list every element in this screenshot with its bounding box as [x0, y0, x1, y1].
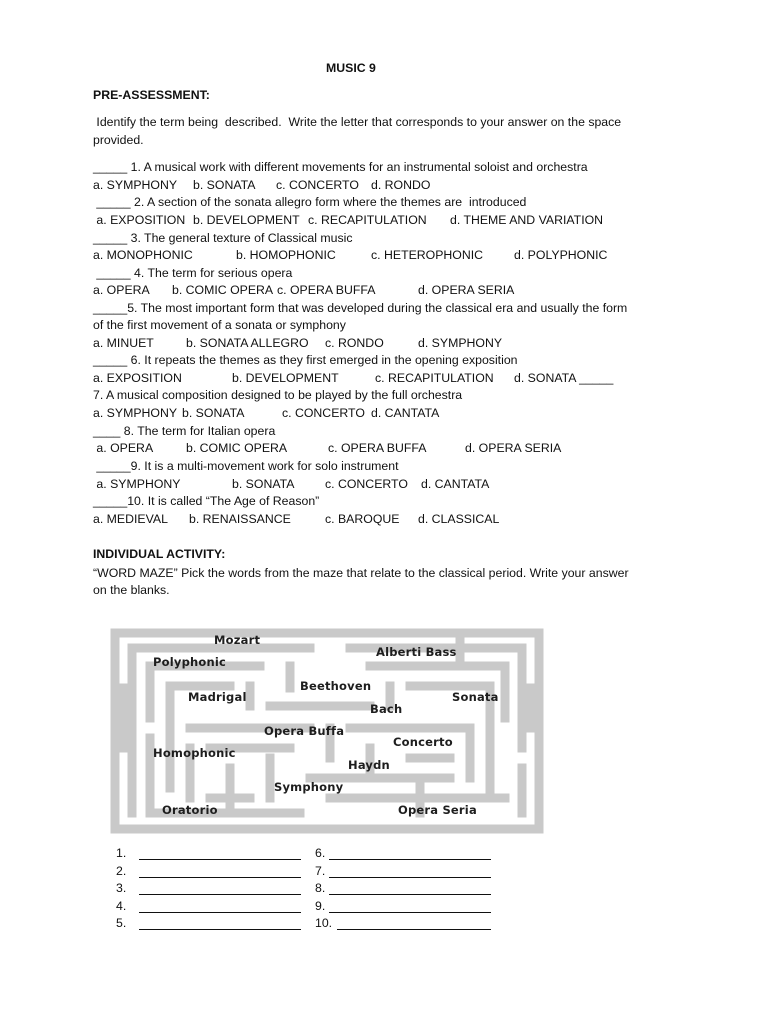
maze-word-sonata: Sonata: [452, 690, 499, 704]
q5-option-a: a. MINUET: [93, 336, 154, 350]
maze-word-concerto: Concerto: [393, 735, 453, 749]
q2-option-a: a. EXPOSITION: [93, 213, 186, 227]
q4-option-d: d. OPERA SERIA: [418, 283, 515, 297]
word-maze: [110, 628, 544, 834]
answer-blank-2[interactable]: [139, 865, 301, 878]
q7-option-a: a. SYMPHONY: [93, 406, 178, 420]
question-10: _____10. It is called “The Age of Reason”: [93, 494, 320, 508]
q4-option-a: a. OPERA: [93, 283, 150, 297]
q9-option-d: d. CANTATA: [421, 477, 490, 491]
q6-option-a: a. EXPOSITION: [93, 371, 182, 385]
q4-option-c: c. OPERA BUFFA: [277, 283, 376, 297]
q7-option-d: d. CANTATA: [371, 406, 440, 420]
q10-option-d: d. CLASSICAL: [418, 512, 500, 526]
answer-number-4: 4.: [116, 899, 127, 913]
q4-option-b: b. COMIC OPERA: [172, 283, 274, 297]
maze-word-polyphonic: Polyphonic: [153, 655, 227, 669]
pre-assessment-heading: PRE-ASSESSMENT:: [93, 88, 210, 102]
q5-option-c: c. RONDO: [325, 336, 384, 350]
q10-option-b: b. RENAISSANCE: [189, 512, 291, 526]
question-3: _____ 3. The general texture of Classical music: [93, 231, 353, 245]
q1-option-c: c. CONCERTO: [276, 178, 359, 192]
individual-activity-instruction: “WORD MAZE” Pick the words from the maze that relate to the classical period. Write your answer: [93, 566, 629, 580]
pre-assessment-instruction: Identify the term being described. Write the letter that corresponds to your answer on the space: [93, 115, 622, 129]
maze-word-bach: Bach: [370, 702, 403, 716]
q2-option-d: d. THEME AND VARIATION: [450, 213, 604, 227]
q5-option-d: d. SYMPHONY: [418, 336, 503, 350]
individual-activity-instruction-cont: on the blanks.: [93, 583, 170, 597]
q3-option-b: b. HOMOPHONIC: [236, 248, 336, 262]
answer-number-1: 1.: [116, 846, 127, 860]
question-9: _____9. It is a multi-movement work for solo instrument: [93, 459, 399, 473]
q6-option-c: c. RECAPITULATION: [375, 371, 494, 385]
maze-word-mozart: Mozart: [214, 633, 261, 647]
answer-blank-1[interactable]: [139, 847, 301, 860]
question-6: _____ 6. It repeats the themes as they first emerged in the opening exposition: [93, 353, 518, 367]
maze-word-haydn: Haydn: [348, 758, 390, 772]
maze-word-madrigal: Madrigal: [188, 690, 247, 704]
answer-number-8: 8.: [315, 881, 326, 895]
page-title: MUSIC 9: [326, 61, 376, 75]
q1-option-a: a. SYMPHONY: [93, 178, 178, 192]
q8-option-b: b. COMIC OPERA: [186, 441, 288, 455]
answer-blank-6[interactable]: [329, 847, 491, 860]
question-7: 7. A musical composition designed to be played by the full orchestra: [93, 388, 463, 402]
answer-blank-9[interactable]: [329, 900, 491, 913]
maze-word-oratorio: Oratorio: [162, 803, 218, 817]
question-5-cont: of the first movement of a sonata or symphony: [93, 318, 346, 332]
q7-option-c: c. CONCERTO: [282, 406, 365, 420]
q1-option-d: d. RONDO: [371, 178, 431, 192]
maze-word-opera-buffa: Opera Buffa: [264, 724, 345, 738]
question-2: _____ 2. A section of the sonata allegro form where the themes are introduced: [93, 195, 527, 209]
answer-blank-4[interactable]: [139, 900, 301, 913]
answer-number-5: 5.: [116, 916, 127, 930]
answer-number-3: 3.: [116, 881, 127, 895]
q10-option-a: a. MEDIEVAL: [93, 512, 168, 526]
q9-option-b: b. SONATA: [232, 477, 295, 491]
answer-blank-10[interactable]: [337, 917, 491, 930]
q6-option-b: b. DEVELOPMENT: [232, 371, 339, 385]
q3-option-a: a. MONOPHONIC: [93, 248, 193, 262]
maze-word-homophonic: Homophonic: [153, 746, 236, 760]
q2-option-b: b. DEVELOPMENT: [193, 213, 300, 227]
individual-activity-heading: INDIVIDUAL ACTIVITY:: [93, 547, 226, 561]
question-4: _____ 4. The term for serious opera: [93, 266, 293, 280]
question-5: _____5. The most important form that was developed during the classical era and usually the form: [93, 301, 628, 315]
q1-option-b: b. SONATA: [193, 178, 256, 192]
q6-option-d: d. SONATA _____: [514, 371, 614, 385]
q3-option-d: d. POLYPHONIC: [514, 248, 608, 262]
q3-option-c: c. HETEROPHONIC: [371, 248, 484, 262]
answer-number-6: 6.: [315, 846, 326, 860]
answer-number-7: 7.: [315, 864, 326, 878]
question-1: _____ 1. A musical work with different movements for an instrumental soloist and orchestra: [93, 160, 588, 174]
answer-number-10: 10.: [315, 916, 333, 930]
q2-option-c: c. RECAPITULATION: [308, 213, 427, 227]
answer-blank-3[interactable]: [139, 882, 301, 895]
maze-word-opera-seria: Opera Seria: [398, 803, 477, 817]
q8-option-d: d. OPERA SERIA: [465, 441, 562, 455]
answer-number-2: 2.: [116, 864, 127, 878]
q8-option-a: a. OPERA: [93, 441, 154, 455]
question-8: ____ 8. The term for Italian opera: [93, 424, 276, 438]
maze-word-symphony: Symphony: [274, 780, 344, 794]
maze-word-beethoven: Beethoven: [300, 679, 372, 693]
pre-assessment-instruction-cont: provided.: [93, 133, 144, 147]
maze-word-alberti-bass: Alberti Bass: [376, 645, 457, 659]
q10-option-c: c. BAROQUE: [325, 512, 400, 526]
q9-option-c: c. CONCERTO: [325, 477, 408, 491]
q8-option-c: c. OPERA BUFFA: [328, 441, 427, 455]
answer-blank-5[interactable]: [139, 917, 301, 930]
q5-option-b: b. SONATA ALLEGRO: [186, 336, 309, 350]
answer-number-9: 9.: [315, 899, 326, 913]
answer-blank-7[interactable]: [329, 865, 491, 878]
answer-blank-8[interactable]: [329, 882, 491, 895]
q9-option-a: a. SYMPHONY: [93, 477, 181, 491]
q7-option-b: b. SONATA: [182, 406, 245, 420]
